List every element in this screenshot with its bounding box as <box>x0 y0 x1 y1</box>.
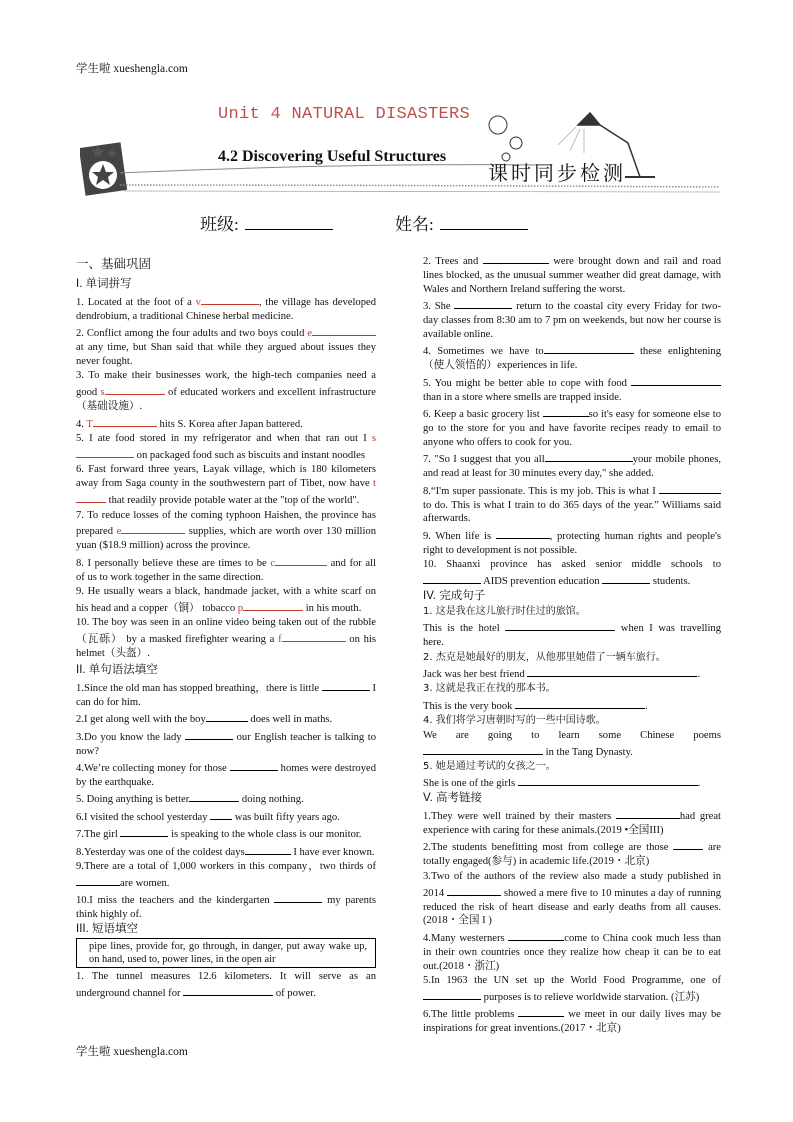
hint-letter: f <box>278 634 282 646</box>
class-field <box>200 210 333 235</box>
question-text: 4.Many westerners <box>423 932 509 944</box>
question-text: showed a mere five to 10 minutes a day of running reduced the risk of heart disease and early deaths from all causes.(2018・全国 I ) <box>423 887 721 927</box>
question-item <box>423 482 721 527</box>
question-item <box>76 728 376 759</box>
question-item <box>76 891 376 922</box>
right-column <box>423 252 721 1037</box>
answer-blank[interactable] <box>183 984 273 996</box>
answer-blank[interactable] <box>508 929 564 941</box>
question-item <box>76 710 376 727</box>
question-text: 6.I visited the school yesterday <box>76 811 211 823</box>
question-item <box>76 790 376 807</box>
question-item <box>76 679 376 710</box>
question-text: is speaking to the whole class is our monitor. <box>168 829 362 841</box>
hint-letter: T <box>86 418 93 430</box>
answer-blank[interactable] <box>447 884 501 896</box>
question-text: She is one of the girls <box>423 778 518 790</box>
question-text: This is the very book <box>423 700 516 712</box>
question-text: 7. "So I suggest that you all <box>423 454 545 466</box>
question-item <box>76 970 376 1001</box>
answer-blank[interactable] <box>518 774 698 786</box>
spelling-item <box>76 369 376 414</box>
spelling-item <box>76 509 376 554</box>
question-text: 5.In 1963 the UN set up the World Food Programme, one of <box>423 975 721 987</box>
question-text: 6.The little problems <box>423 1009 519 1021</box>
question-item <box>76 808 376 825</box>
question-text: hits S. Korea after Japan battered. <box>156 418 303 430</box>
question-text: . <box>697 668 701 680</box>
sentence-prompt: 4. 我们将学习唐朝时写的一些中国诗歌。 <box>423 715 606 727</box>
answer-blank[interactable] <box>496 527 550 539</box>
hint-letter: e <box>307 328 312 340</box>
question-item <box>423 774 721 791</box>
question-text: This is the hotel <box>423 623 506 635</box>
answer-blank[interactable] <box>616 807 680 819</box>
question-text: I can do for him. <box>76 682 376 708</box>
spelling-item <box>76 415 376 432</box>
answer-blank[interactable] <box>545 450 633 462</box>
answer-blank[interactable] <box>282 630 346 642</box>
question-item <box>423 870 721 929</box>
question-text: 8.Yesterday was one of the coldest days <box>76 846 245 858</box>
star-emblem-icon <box>80 142 127 195</box>
answer-blank[interactable] <box>105 383 165 395</box>
question-text: 6. Keep a basic grocery list <box>423 409 543 421</box>
question-text: 10. The boy was seen in an online video being taken out of the rubble（瓦砾） by a masked firefighter wearing a <box>76 617 376 646</box>
question-text: had great experience with caring for these animals.(2019 •全国III) <box>423 811 721 837</box>
question-item <box>423 297 721 342</box>
spelling-item <box>76 554 376 585</box>
question-item <box>423 929 721 974</box>
phrase-list <box>423 252 721 589</box>
question-item <box>76 759 376 790</box>
question-text: 4. <box>76 418 87 430</box>
question-item <box>423 252 721 297</box>
question-text: 1.They were well trained by their masters <box>423 811 616 823</box>
hint-letter: t <box>373 478 376 490</box>
question-text: 5. I ate food stored in my refrigerator and when that ran out I <box>76 432 372 444</box>
spelling-item <box>76 463 376 508</box>
sentence-prompt: 2. 杰克是她最好的朋友，从他那里她借了一辆车旅行。 <box>423 651 666 663</box>
site-header: 学生啦 xueshengla.com <box>76 63 188 75</box>
question-text: my parents think highly of. <box>76 895 376 921</box>
question-text: 5. Doing anything is better <box>76 794 190 806</box>
answer-blank[interactable] <box>527 665 697 677</box>
gaokao-list <box>423 807 721 1036</box>
question-text: to do. This is what I train to do 365 days of the year.” Williams said afterwards. <box>423 499 721 525</box>
answer-blank[interactable] <box>423 743 543 755</box>
question-item <box>423 342 721 373</box>
question-text: 3.Do you know the lady <box>76 731 186 743</box>
question-text: , protecting human rights and people's right to development is not possible. <box>423 530 721 556</box>
part4-title: IV. 完成句子 <box>423 589 486 602</box>
question-item <box>423 1005 721 1036</box>
answer-blank[interactable] <box>210 808 232 820</box>
name-label: 姓名: <box>395 215 434 234</box>
question-text: 8. I personally believe these are times to be <box>76 557 271 569</box>
spelling-list <box>76 293 376 661</box>
bubble-circles-icon <box>489 116 522 161</box>
lesson-title: 4.2 Discovering Useful Structures <box>218 148 447 165</box>
question-text: 10.I miss the teachers and the kindergarten <box>76 895 275 907</box>
question-item <box>423 665 721 682</box>
question-item <box>423 807 721 838</box>
sentence-list <box>423 605 721 791</box>
question-text: 3.Two of the authors of the review also made a study published in 2014 <box>423 870 721 899</box>
question-text: 6. Fast forward three years, Layak village, which is 180 kilometers away from Saga county in the southwestern part of Tibet, now have <box>76 464 376 490</box>
question-text: were brought down and rail and road lines blocked, as the unusual summer weather did great damage, with Wales and Northern Ireland suffering the worst. <box>423 256 721 295</box>
question-text: 1. Located at the foot of a <box>76 296 196 308</box>
question-text: doing nothing. <box>239 794 304 806</box>
question-text: are totally engaged(参与) in academic life.(2019・北京) <box>423 842 722 868</box>
sync-test-title: 课时同步检测 <box>488 163 626 185</box>
question-text: 2.I get along well with the boy <box>76 714 206 726</box>
question-text: . <box>645 700 648 712</box>
answer-blank[interactable] <box>76 491 106 503</box>
section-title: 一、基础巩固 <box>76 257 152 271</box>
hint-letter: c <box>270 557 276 569</box>
question-text: and for all of us to work together in the same direction. <box>76 557 376 583</box>
answer-blank[interactable] <box>274 891 322 903</box>
question-text: supplies, which are worth over 130 million yuan ($18.9 million) across the province. <box>76 526 376 552</box>
question-text: homes were destroyed by the earthquake. <box>76 763 376 788</box>
question-text: purposes is to relieve worldwide starvation. (江苏) <box>481 992 700 1003</box>
question-text: 3. To make their businesses work, the high-tech companies need a good <box>76 370 376 399</box>
question-text: 9. He usually wears a black, handmade jacket, with a white scarf on his head and a copper（铜） tobacco <box>76 586 376 614</box>
question-text: when I was travelling here. <box>423 623 722 649</box>
question-text: 2. Trees and <box>423 256 483 267</box>
question-text: 9. When life is <box>423 530 496 542</box>
question-text: of educated workers and excellent infrastructure（基础设施）. <box>76 387 376 413</box>
question-text: return to the coastal city every Friday for two-day classes from 8:30 am to 7 pm on weekends, but now her course is available online. <box>423 301 721 341</box>
hint-letter: e <box>116 526 122 538</box>
dotted-band <box>120 165 720 192</box>
part1-title: I. 单词拼写 <box>76 277 132 290</box>
phrase-box: pipe lines, provide for, go through, in danger, put away wake up, on hand, used to, power lines, in the open air <box>76 938 376 968</box>
site-footer: 学生啦 xueshengla.com <box>76 1046 188 1058</box>
hint-letter: v <box>195 296 201 308</box>
answer-blank[interactable] <box>544 342 634 354</box>
question-text: 3. She <box>423 301 455 313</box>
question-item <box>423 450 721 481</box>
sentence-prompt: 5. 她是通过考试的女孩之一。 <box>423 760 556 772</box>
spelling-item <box>76 585 376 616</box>
spelling-item <box>76 616 376 661</box>
question-text: I have ever known. <box>290 846 375 858</box>
answer-blank[interactable] <box>93 415 157 427</box>
answer-blank[interactable] <box>543 405 589 417</box>
question-text: was built fifty years ago. <box>232 811 340 823</box>
question-text: at any time, but Shan said that while they argued about issues they never fought. <box>76 342 376 367</box>
question-text: 10. Shaanxi province has asked senior middle schools to <box>423 559 721 571</box>
question-text: of power. <box>273 987 316 999</box>
answer-blank[interactable] <box>515 697 645 709</box>
answer-blank[interactable] <box>185 728 233 740</box>
answer-blank[interactable] <box>673 838 703 850</box>
question-text: 5. You might be better able to cope with food <box>423 377 631 389</box>
spelling-item <box>76 324 376 369</box>
answer-blank[interactable] <box>423 572 481 584</box>
part3-title: III. 短语填空 <box>76 923 138 936</box>
question-item <box>423 697 721 714</box>
part5-title: V. 高考链接 <box>423 792 483 805</box>
answer-blank[interactable] <box>602 572 650 584</box>
question-text: that readily provide potable water at the "top of the world". <box>106 495 360 507</box>
question-text: does well in maths. <box>247 714 333 726</box>
question-item <box>423 374 721 405</box>
part2-title: II. 单句语法填空 <box>76 664 158 677</box>
question-text: 8.“I'm super passionate. This is my job. This is what I <box>423 485 659 497</box>
question-text: AIDS prevention education <box>481 576 603 588</box>
class-label: 班级: <box>200 215 239 234</box>
spelling-item <box>76 432 376 463</box>
question-item <box>76 843 376 860</box>
spelling-item <box>76 293 376 324</box>
question-text: 4. Sometimes we have to <box>423 346 544 358</box>
answer-blank[interactable] <box>423 988 481 1000</box>
answer-blank[interactable] <box>631 374 721 386</box>
question-text: 2. Conflict among the four adults and two boys could <box>76 328 308 340</box>
question-text: are women. <box>120 877 170 889</box>
question-item <box>76 860 376 891</box>
answer-blank[interactable] <box>120 825 168 837</box>
question-text: we meet in our daily lives may be inspirations for great inventions.(2017・北京) <box>423 1009 721 1035</box>
answer-blank[interactable] <box>76 446 134 458</box>
answer-blank[interactable] <box>518 1005 564 1017</box>
answer-blank[interactable] <box>454 297 512 309</box>
question-text: come to China cook much less than in their own countries once they realize how cheap it can be to eat out.(2018・浙江) <box>423 932 721 972</box>
question-text: 7. To reduce losses of the coming typhoon Haishen, the province has prepared <box>76 509 376 538</box>
answer-blank[interactable] <box>230 759 278 771</box>
unit-title: Unit 4 NATURAL DISASTERS <box>218 105 471 124</box>
answer-blank[interactable] <box>243 599 303 611</box>
answer-blank[interactable] <box>76 874 120 886</box>
question-text: so it's easy for someone else to go to the store for you and have favorite recipes ready to email to anyone who offers to cook for you. <box>423 409 721 448</box>
question-text: in his mouth. <box>303 602 362 614</box>
answer-blank[interactable] <box>312 324 376 336</box>
phrase-question-1 <box>76 970 376 1001</box>
question-item <box>423 405 721 450</box>
answer-blank[interactable] <box>245 843 291 855</box>
answer-blank[interactable] <box>275 554 327 566</box>
question-text: . <box>697 778 701 790</box>
answer-blank[interactable] <box>121 522 185 534</box>
name-blank[interactable] <box>440 213 528 230</box>
question-text: students. <box>650 576 691 588</box>
question-text: , the village has developed dendrobium, a traditional Chinese herbal medicine. <box>76 296 376 322</box>
grammar-list <box>76 679 376 922</box>
question-text: in the Tang Dynasty. <box>543 746 633 758</box>
question-text: on packaged food such as biscuits and instant noodles <box>134 449 365 461</box>
question-text: than in a store where smells are trapped inside. <box>423 391 622 403</box>
answer-blank[interactable] <box>206 710 248 722</box>
question-item <box>423 527 721 558</box>
question-text: 7.The girl <box>76 829 121 841</box>
sentence-prompt: 3. 这就是我正在找的那本书。 <box>423 683 556 695</box>
question-text: 2.The students benefitting most from college are those <box>423 842 674 854</box>
question-item <box>423 974 721 1005</box>
hint-letter: s <box>100 387 105 399</box>
question-text: 9.There are a total of 1,000 workers in this company，two thirds of <box>76 860 376 872</box>
question-text: 4.We’re collecting money for those <box>76 763 230 774</box>
sentence-prompt: 1. 这是我在这儿旅行时住过的旅馆。 <box>423 605 586 617</box>
question-text: on his helmet（头盔）. <box>76 634 376 660</box>
answer-blank[interactable] <box>189 790 239 802</box>
hint-letter: p <box>237 602 244 614</box>
question-item <box>423 619 721 650</box>
question-item <box>423 838 721 869</box>
question-text: 1.Since the old man has stopped breathing，there is little <box>76 682 322 694</box>
answer-blank[interactable] <box>483 252 549 264</box>
hint-letter: s <box>371 432 376 444</box>
answer-blank[interactable] <box>505 619 615 631</box>
question-text: our English teacher is talking to now? <box>76 731 376 757</box>
left-column <box>76 258 376 1001</box>
answer-blank[interactable] <box>322 679 370 691</box>
question-item <box>423 729 721 760</box>
answer-blank[interactable] <box>659 482 721 494</box>
question-text: 1. The tunnel measures 12.6 kilometers. It will serve as an underground channel for <box>76 970 376 999</box>
question-item <box>423 558 721 589</box>
question-item <box>76 825 376 842</box>
question-text: your mobile phones, and read at least for 30 minutes every day," she added. <box>423 454 721 480</box>
answer-blank[interactable] <box>201 293 259 305</box>
question-text: We are going to learn some Chinese poems <box>423 729 721 741</box>
name-field <box>395 210 528 235</box>
question-text: Jack was her best friend <box>423 668 528 680</box>
class-blank[interactable] <box>245 213 333 230</box>
question-text: these enlightening （使人领悟的）experiences in life. <box>423 346 721 372</box>
